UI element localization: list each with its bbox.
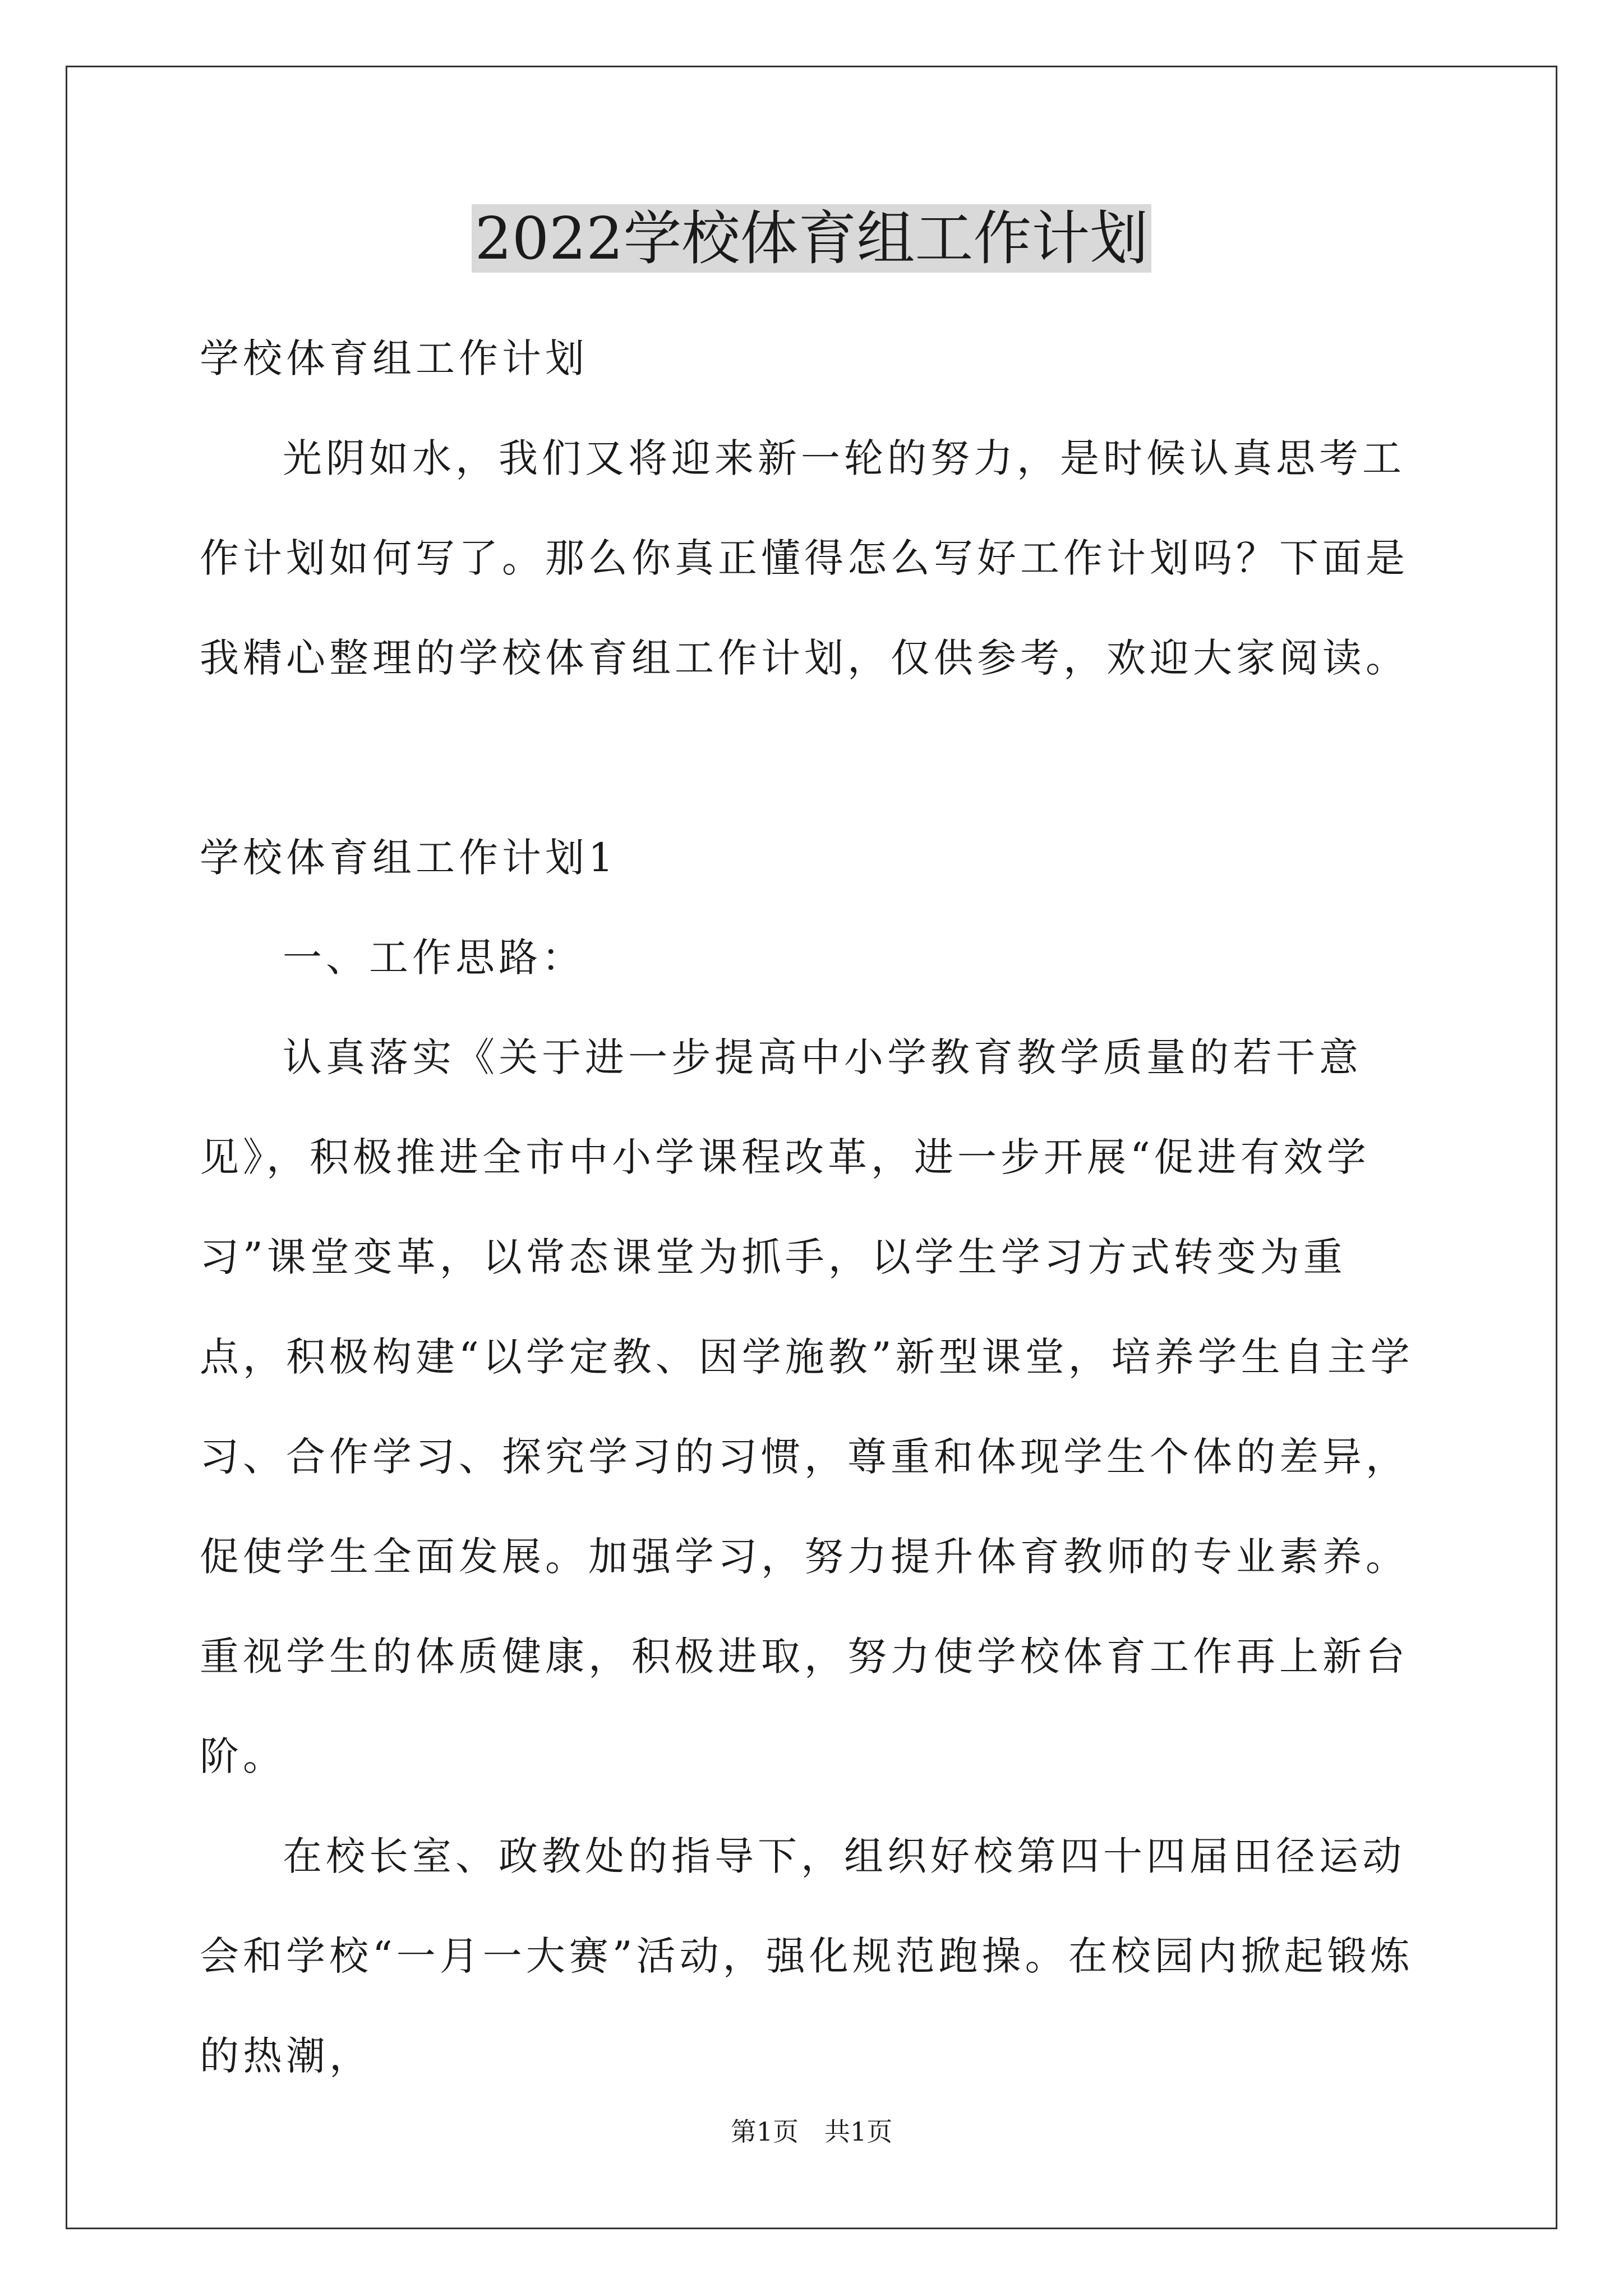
blank-line: [200, 708, 1422, 808]
subsection-heading: 一、工作思路：: [283, 935, 585, 981]
document-title-text: 2022学校体育组工作计划: [472, 204, 1152, 273]
subtitle-paragraph: 学校体育组工作计划: [200, 335, 588, 381]
page-number-footer: 第1页 共1页: [730, 2116, 893, 2147]
document-title: [0, 199, 1623, 278]
document-body: [200, 309, 1422, 2106]
intro-paragraph: 光阴如水，我们又将迎来新一轮的努力，是时候认真思考工作计划如何写了。那么你真正懂得怎么写好工作计划吗？下面是我精心整理的学校体育组工作计划，仅供参考，欢迎大家阅读。: [200, 435, 1409, 681]
body-paragraph: 在校长室、政教处的指导下，组织好校第四十四届田径运动会和学校“一月一大赛”活动，强化规范跑操。在校园内掀起锻炼的热潮，: [200, 1833, 1414, 2079]
body-paragraph: 认真落实《关于进一步提高中小学教育教学质量的若干意见》，积极推进全市中小学课程改革，进一步开展“促进有效学习”课堂变革，以常态课堂为抓手，以学生学习方式转变为重点，积极构建“以学定教、因学施教”新型课堂，培养学生自主学习、合作学习、探究学习的习惯，尊重和体现学生个体的差异，促使学生全面发展。加强学习，努力提升体育教师的专业素养。重视学生的体质健康，积极进取，努力使学校体育工作再上新台阶。: [200, 1034, 1414, 1779]
section-heading: 学校体育组工作计划1: [200, 835, 617, 881]
